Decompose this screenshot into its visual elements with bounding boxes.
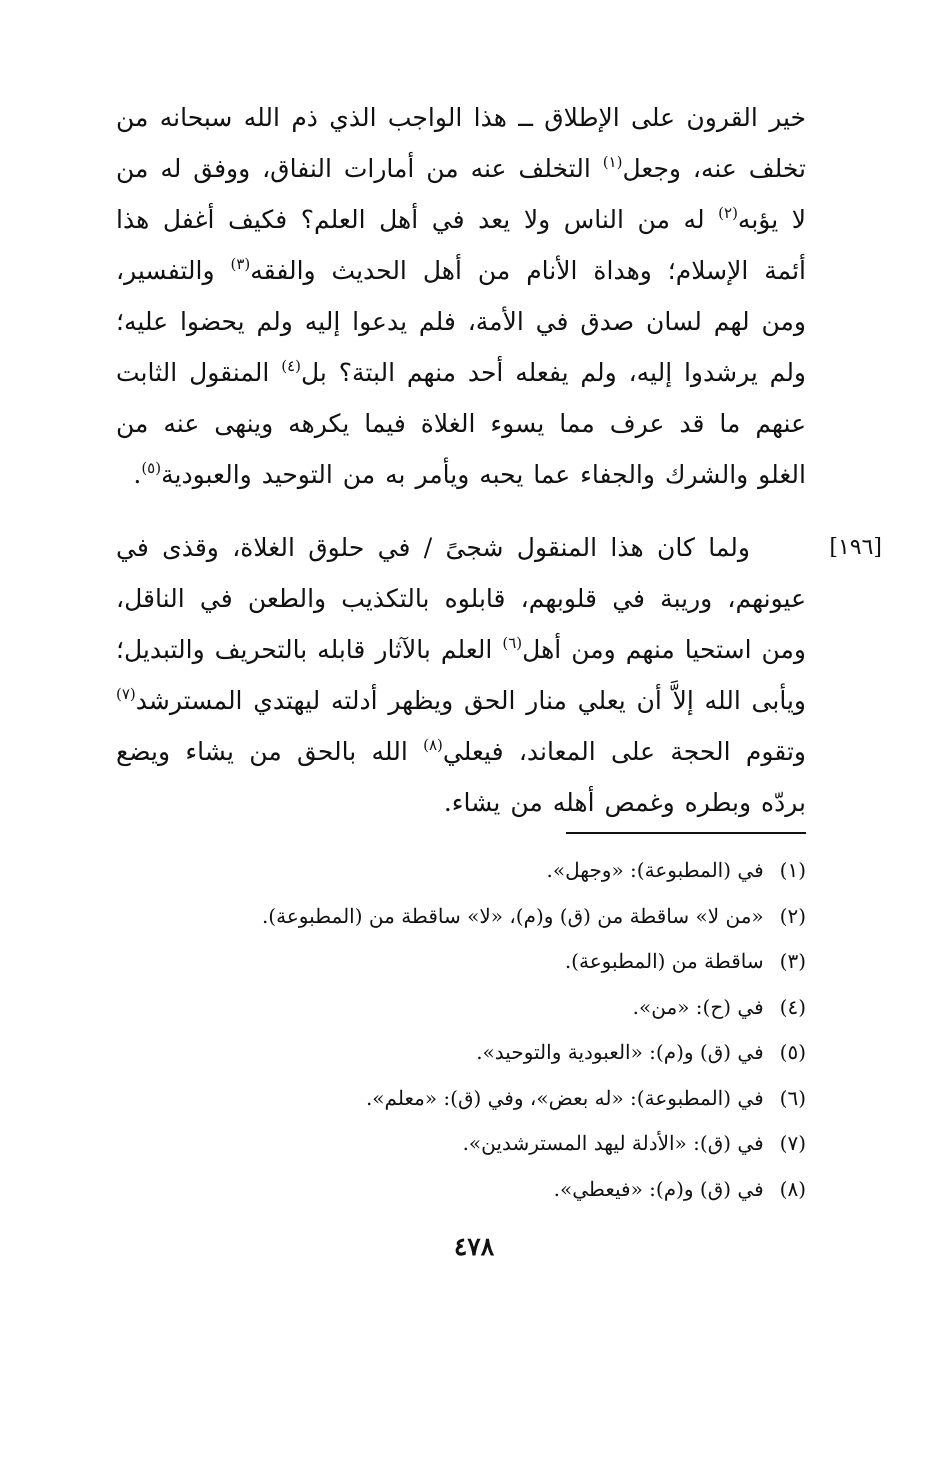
page-number: ٤٧٨ [453, 1232, 495, 1261]
footnote-number: (٦) [779, 1085, 806, 1110]
footnote-ref-3[interactable]: (٣) [230, 255, 251, 273]
footnote-number: (٧) [779, 1131, 806, 1155]
footnote-item [116, 894, 806, 940]
footnote-ref-8[interactable]: (٨) [423, 736, 443, 754]
footnotes-list [116, 848, 806, 1212]
footnote-number: (٤) [779, 994, 806, 1019]
footnote-separator [566, 832, 806, 834]
footnote-text: في (ق) و(م): «فيعطي». [553, 1176, 764, 1201]
p1-text-4: والتفسير، ومن لهم لسان صدق في الأمة، فلم يدعوا إليه ولم يحضوا عليه؛ ولم يرشدوا إليه، ولم يفعله أحد منهم البتة؟ بل [116, 256, 807, 387]
footnote-number: (٨) [779, 1176, 806, 1201]
p2-text-3: وتقوم الحجة على المعاند، فيعلي [442, 737, 806, 766]
p1-text-5: المنقول الثابت عنهم ما قد عرف مما يسوء الغلاة فيما يكرهه وينهى عنه من الغلو والشرك والجفاء عما يحبه ويأمر به من التوحيد والعبودية [116, 358, 806, 489]
footnote-ref-4[interactable]: (٤) [281, 357, 301, 375]
manuscript-page-marker: [١٩٦] [829, 535, 882, 560]
footnote-ref-5[interactable]: (٥) [141, 459, 162, 477]
body-paragraph-1 [116, 92, 806, 500]
footnote-item [116, 939, 806, 985]
footnote-text: في (ق): «الأدلة ليهد المسترشدين». [462, 1131, 764, 1155]
p2-text-4: الله بالحق من يشاء ويضع بردّه وبطره وغمص أهله من يشاء. [116, 737, 806, 817]
p1-text-3: له من الناس ولا يعد في أهل العلم؟ فكيف أغفل هذا أئمة الإسلام؛ وهداة الأنام من أهل الحديث والفقه [116, 205, 806, 285]
footnote-ref-6[interactable]: (٦) [502, 634, 523, 652]
footnote-item [116, 1076, 806, 1122]
body-paragraph-2 [116, 522, 806, 828]
footnote-item [116, 1121, 806, 1167]
p2-text-1: ولما كان هذا المنقول شجىً / في حلوق الغلاة، وقذى في عيونهم، وريبة في قلوبهم، قابلوه بالتكذيب والطعن في الناقل، ومن استحيا منهم ومن أهل [116, 533, 807, 664]
footnote-item [116, 1167, 806, 1213]
footnote-item [116, 848, 806, 894]
footnote-ref-7[interactable]: (٧) [116, 685, 136, 703]
footnote-item [116, 1030, 806, 1076]
footnote-text: ساقطة من (المطبوعة). [564, 949, 764, 973]
footnote-text: في (ق) و(م): «العبودية والتوحيد». [476, 1040, 764, 1064]
p1-text-6: . [133, 460, 142, 489]
footnote-number: (١) [779, 858, 806, 882]
p1-text-2: التخلف عنه من أمارات النفاق، ووفق له من لا يؤبه [116, 154, 806, 234]
footnote-text: في (المطبوعة): «له بعض»، وفي (ق): «معلم». [365, 1085, 764, 1110]
p2-text-2: العلم بالآثار قابله بالتحريف والتبديل؛ ويأبى الله إلاَّ أن يعلي منار الحق ويظهر أدلته ليهتدي المسترشد [116, 635, 806, 715]
footnote-text: في (المطبوعة): «وجهل». [546, 858, 764, 882]
footnote-text: في (ح): «من». [632, 994, 764, 1019]
p1-text-1: خير القرون على الإطلاق ــ هذا الواجب الذي ذم الله سبحانه من تخلف عنه، وجعل [116, 103, 806, 183]
footnote-ref-1[interactable]: (١) [602, 153, 623, 171]
footnote-number: (٣) [779, 949, 806, 973]
footnote-ref-2[interactable]: (٢) [718, 204, 738, 222]
footnote-item [116, 985, 806, 1031]
footnote-text: «من لا» ساقطة من (ق) و(م)، «لا» ساقطة من (المطبوعة). [261, 903, 764, 928]
footnote-number: (٢) [779, 903, 806, 928]
footnote-number: (٥) [779, 1040, 806, 1064]
